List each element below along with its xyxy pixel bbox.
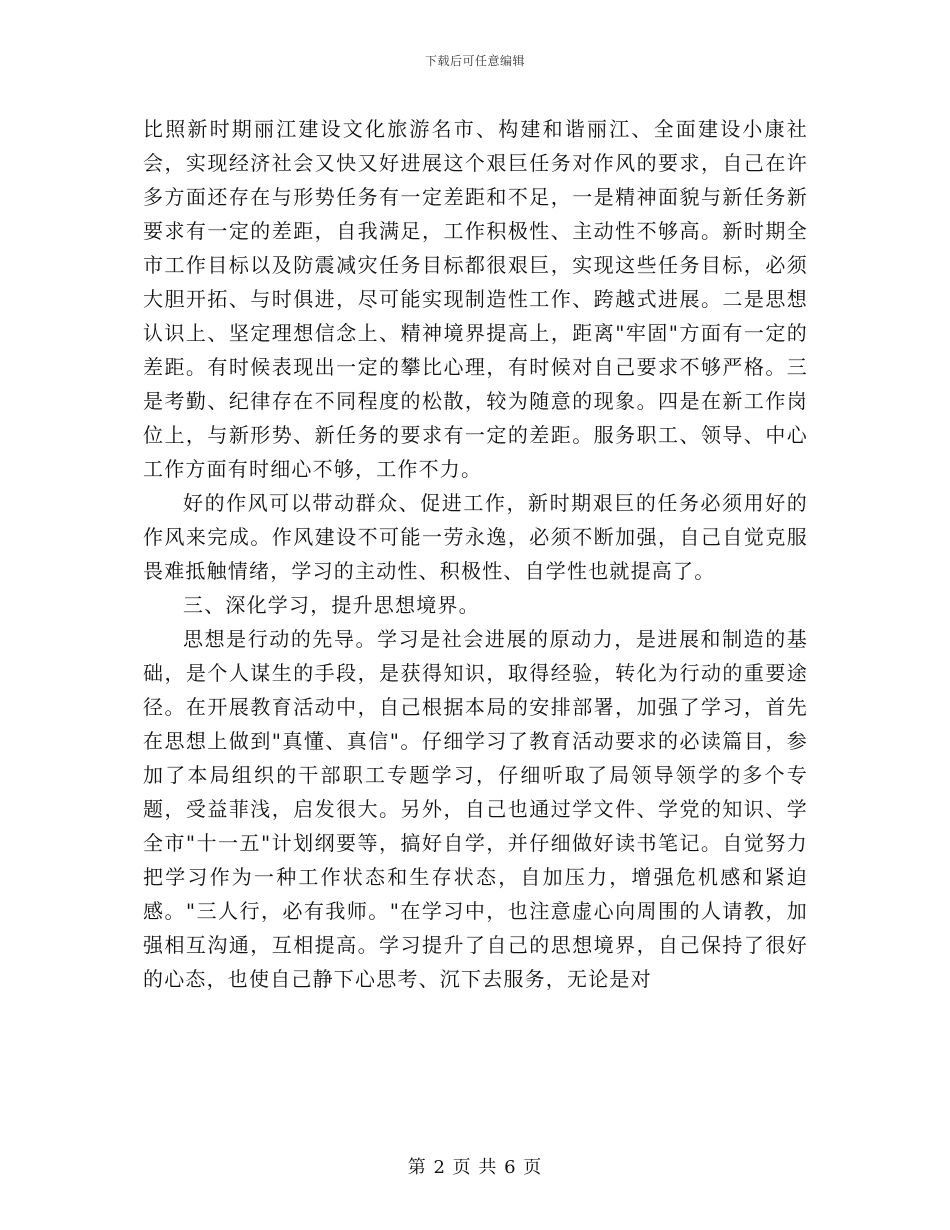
page-footer: 第 2 页 共 6 页 [407, 1157, 543, 1178]
page-header: 下载后可任意编辑 [424, 54, 525, 68]
paragraph-2: 好的作风可以带动群众、促进工作，新时期艰巨的任务必须用好的作风来完成。作风建设不可能一劳永逸，必须不断加强，自己自觉克服畏难抵触情绪，学习的主动性、积极性、自学性也就提高了。 [143, 491, 808, 583]
document-body [143, 112, 808, 996]
section-heading: 三、深化学习，提升思想境界。 [183, 593, 480, 617]
paragraph-3: 思想是行动的先导。学习是社会进展的原动力，是进展和制造的基础，是个人谋生的手段，是获得知识，取得经验，转化为行动的重要途径。在开展教育活动中，自己根据本局的安排部署，加强了学习，首先在思想上做到"真懂、真信"。仔细学习了教育活动要求的必读篇目，参加了本局组织的干部职工专题学习，仔细听取了局领导领学的多个专题，受益菲浅，启发很大。另外，自己也通过学文件、学党的知识、学全市"十一五"计划纲要等，搞好自学，并仔细做好读书笔记。自觉努力把学习作为一种工作状态和生存状态，自加压力，增强危机感和紧迫感。"三人行，必有我师。"在学习中，也注意虚心向周围的人请教，加强相互沟通，互相提高。学习提升了自己的思想境界，自己保持了很好的心态，也使自己静下心思考、沉下去服务，无论是对 [143, 627, 808, 991]
paragraph-1: 比照新时期丽江建设文化旅游名市、构建和谐丽江、全面建设小康社会，实现经济社会又快又好进展这个艰巨任务对作风的要求，自己在许多方面还存在与形势任务有一定差距和不足，一是精神面貌与新任务新要求有一定的差距，自我满足，工作积极性、主动性不够高。新时期全市工作目标以及防震减灾任务目标都很艰巨，实现这些任务目标，必须大胆开拓、与时俱进，尽可能实现制造性工作、跨越式进展。二是思想认识上、坚定理想信念上、精神境界提高上，距离"牢固"方面有一定的差距。有时候表现出一定的攀比心理，有时候对自己要求不够严格。三是考勤、纪律存在不同程度的松散，较为随意的现象。四是在新工作岗位上，与新形势、新任务的要求有一定的差距。服务职工、领导、中心工作方面有时细心不够，工作不力。 [143, 117, 808, 481]
